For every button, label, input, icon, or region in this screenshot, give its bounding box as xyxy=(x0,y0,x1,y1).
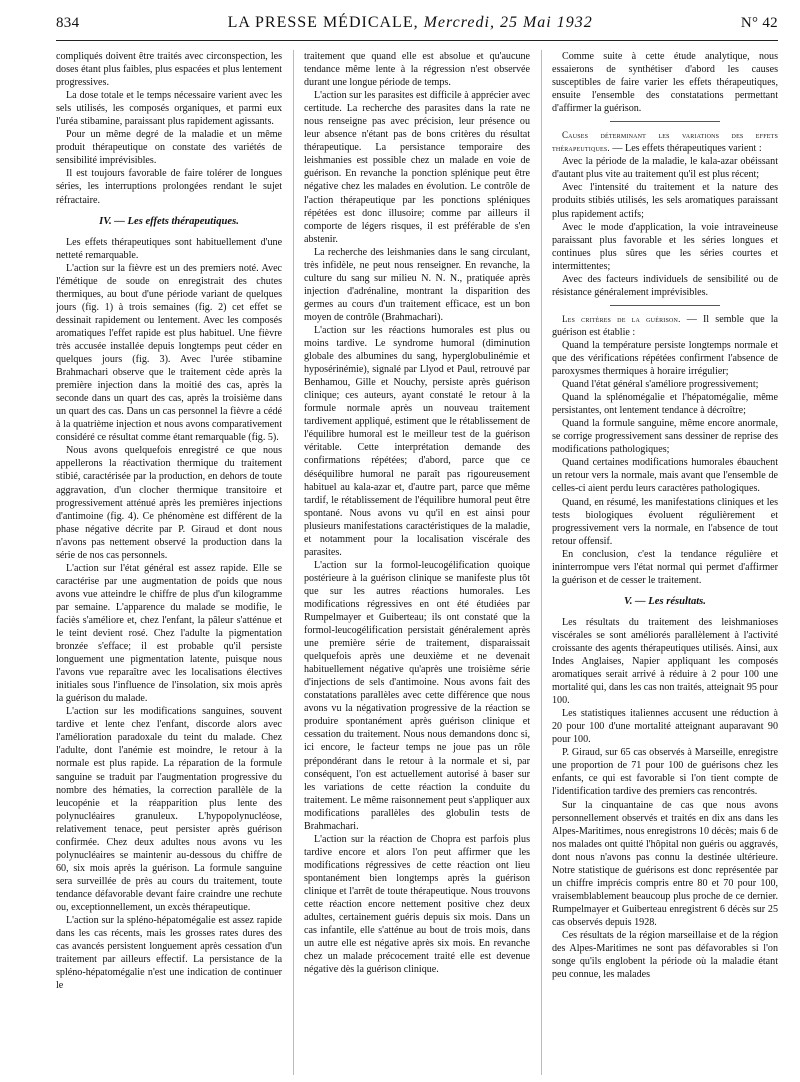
page-header xyxy=(56,14,778,40)
article-body xyxy=(56,50,778,1075)
header-rule xyxy=(56,40,778,41)
section-heading: V. — Les résultats. xyxy=(624,595,706,607)
masthead xyxy=(228,14,593,32)
paragraph: Il est toujours favorable de faire tolérer de longues séries, les interruptions prolongées rendant le sujet réfractaire. xyxy=(56,168,283,206)
subheading: Causes déterminant les variations des effets thérapeutiques. xyxy=(551,130,779,154)
issue-date: Mercredi, 25 Mai 1932 xyxy=(423,14,593,31)
paragraph: La recherche des leishmanies dans le sang circulant, très infidèle, ne peut nous renseigner. En revanche, la culture du sang sur milieu N. N. N., pratiquée après injection d'adrénaline, montrant la disparition des germes au cours d'un traitement efficace, est un bon moyen de contrôle (Brahmachari). xyxy=(303,246,531,323)
paragraph: En conclusion, c'est la tendance régulière et ininterrompue vers l'état normal qui permet d'affirmer la guérison et de cesser le traitement. xyxy=(551,548,779,586)
list-item: Avec l'intensité du traitement et la nature des produits stibiés utilisés, les sels aromatiques paraissant plus rapidement actifs; xyxy=(551,182,779,220)
paragraph: traitement que quand elle est absolue et qu'aucune tendance même lente à la régression n'est observée durant une longue période de temps. xyxy=(303,51,531,89)
list-item: Quand la formule sanguine, même encore anormale, se corrige progressivement sans dessiner de reprise des modifications pathologiques; xyxy=(551,418,779,456)
column-divider xyxy=(541,50,542,1075)
journal-title: LA PRESSE MÉDICALE, xyxy=(227,14,419,31)
subheading-paragraph xyxy=(552,313,778,339)
column-2 xyxy=(304,50,530,1075)
paragraph: L'action sur l'état général est assez rapide. Elle se caractérise par une augmentation de poids que nous avons vue atteindre le chiffre de plus d'un kilogramme par semaine. L'apparence du malade se modifie, le faciès s'améliore et, chez l'enfant, la pâleur s'atténue et le teint devient rosé. Chez l'adulte la pigmentation bronzée s'efface; il est probable qu'il persiste longuement une pigmentation latente, puisque nous l'avons vue reparaître avec les localisations électives initiales sous l'influence de l'insolation, six mois après la guérison du malade. xyxy=(56,562,283,705)
list-item: Quand l'état général s'améliore progressivement; xyxy=(561,379,759,391)
paragraph: L'action sur les parasites est difficile à apprécier avec certitude. La recherche des parasites dans la rate ne nous renseigne pas avec précision, leur présence ou leur absence n'étant pas de bons critères du résultat thérapeutique. La persistance temporaire des leishmanies est possible chez un malade en voie de guérison. En revanche la ponction splénique peut être négative chez les malades en évolution. Le contrôle de l'action thérapeutique par les ponctions spléniques répétées est donc illusoire; comme par ailleurs il comporte de légers risques, il est préférable de s'en abstenir. xyxy=(303,90,531,245)
list-item: Avec des facteurs individuels de sensibilité ou de résistance généralement imprévisibles. xyxy=(551,273,779,298)
paragraph: L'action sur les réactions humorales est plus ou moins tardive. Le syndrome humoral (diminution globale des albumines du sang, hyperglobulinémie et hyposérinémie), signalé par Llyod et Paul, retrouvé par Benhamou, Gille et Nouchy, persiste après guérison clinique; ces auteurs, ayant constaté le retour à la formule normale après un nouveau traitement tardivement appliqué, estiment que le rétablissement de l'équilibre humoral est le meilleur test de la guérison véritable. Cette interprétation demande des confirmations répétées; d'abord, parce que ce déséquilibre humoral ne paraît pas rigoureusement habituel au kala-azar et, d'autre part, parce que même tardif, le rétablissement de l'équilibre humoral peut être spontané. Nous avons vu qu'il en est ainsi pour plusieurs manifestations caractéristiques de la maladie, et notamment pour la localisation viscérale des parasites. xyxy=(303,324,531,558)
column-3 xyxy=(552,50,778,1075)
paragraph: L'action sur la réaction de Chopra est parfois plus tardive encore et alors l'on peut affirmer que les modifications régressives de cette réaction ont lieu spontanément bien longtemps après la guérison clinique et l'arrêt de toute thérapeutique. Nous trouvons cette réaction encore nettement positive chez deux adultes, certainement guéris depuis six mois. Dans un cas infantile, elle s'atténue au bout de trois mois, dans un autre elle est négative après six mois. En revanche chez un malade précocement traité elle est devenue négative dès la guérison clinique. xyxy=(303,833,531,976)
paragraph: Sur la cinquantaine de cas que nous avons personnellement observés et traités en dix ans dans les Alpes-Maritimes, nous enregistrons 10 décès; mais 6 de nos malades ont quitté l'hôpital non guéris ou aggravés, dont nous n'avons pas connu la destinée ultérieure. Notre statistique de guérisons est donc représentée par un chiffre imprécis compris entre 80 et 70 pour 100, vraisemblablement beaucoup plus proche de ce dernier. Rumpelmayer et Guiberteau enregistrent 6 décès sur 25 cas observés depuis 1928. xyxy=(551,799,779,928)
subheading: Les critères de la guérison. xyxy=(561,313,681,324)
list-item: Quand la température persiste longtemps normale et que des vérifications répétées confirment l'absence de paroxysmes thermiques à horaire irrégulier; xyxy=(551,339,779,378)
issue-number: N° 42 xyxy=(740,15,778,31)
paragraph: Nous avons quelquefois enregistré ce que nous appellerons la réactivation thermique du traitement stibié, caractérisée par la production, en dehors de toute aggravation, d'un clocher thermique transitoire et progressivement atténué après les premières injections d'antimoine (fig. 4). Ce phénomène est différent de la phase négative décrite par P. Giraud et dont nous n'avons pas nettement observé la production dans la série de nos cas personnels. xyxy=(56,445,283,561)
paragraph: L'action sur la fièvre est un des premiers noté. Avec l'émétique de soude on enregistrait des chutes thermiques, au bout d'une période variant de quelques jours (fig. 1) à trois semaines (fig. 2) cet effet se dessinait rapidement ou lentement. Avec les composés aromatiques l'effet rapide est plus habituel. Une fièvre très accusée installée depuis longtemps peut céder en quelques jours (fig. 3). Avec l'urée stibamine Brahmachari observe que le traitement cède après la première injection dans la moitié des cas, après la seconde dans un quart des cas, après la troisième dans un quart des cas. Dans un cas personnel la fièvre a cédé à la quatrième injection et nous avons comparativement considéré ce résultat comme étant remarquable (fig. 5). xyxy=(56,262,283,444)
paragraph: L'action sur les modifications sanguines, souvent tardive et lente chez l'enfant, discorde alors avec l'amélioration paradoxale du teint du malade. Chez l'adulte, dont l'anémie est moindre, le retour à la normale est plus rapide. La réparation de la formule sanguine se traduit par l'augmentation progressive du nombre des hématies, la correction parallèle de la leucopénie et la réapparition plus lente des polynucléaires granuleux. L'hypopolynucléose, relativement tenace, peut persister après guérison confirmée. Chez deux adultes nous avons vu les polynucléaires se maintenir au-dessous du chiffre de 60, six mois après la guérison. La formule sanguine sera surveillée de près au cours du traitement, toute tendance défavorable devant faire craindre une rechute ou, exceptionnellement, un excès thérapeutique. xyxy=(56,706,283,913)
subheading-text: — Les effets thérapeutiques varient : xyxy=(609,143,762,155)
separator xyxy=(610,305,720,306)
paragraph: L'action sur la formol-leucogélification quoique postérieure à la guérison clinique se manifeste plus tôt que sur les autres réactions humorales. Les modifications régressives en ont été étudiées par Rumpelmayer et Guiberteau; ils ont constaté que la formol-leucogélification persistait généralement après une première série de traitement, disparaissait quelquefois après une deuxième et ne devenait habituellement négative qu'après une troisième série d'injections de sels d'antimoine. Nous avons fait des constatations parallèles avec cette différence que nous avons vu la négativation progressive de la réaction se produire spontanément après guérison clinique et cessation du traitement. Nous nous demandons donc si, ici encore, le facteur temps ne joue pas un rôle prépondérant dans le retour à la normale et si, par conséquent, l'on est actuellement autorisé à baser sur les variations de cette réaction la conduite du traitement. Le même raisonnement peut s'appliquer aux modifications parallèles des globulin tests de Brahmachari. xyxy=(303,559,531,832)
paragraph: L'action sur la spléno-hépatomégalie est assez rapide dans les cas récents, mais les grosses rates dures des cas avancés persistent longuement après cessation d'un traitement par ailleurs effectif. La persistance de la spléno-hépatomégalie n'est une indication de continuer le xyxy=(56,915,283,992)
column-divider xyxy=(293,50,294,1075)
subheading-text: — Il semble que la guérison est établie : xyxy=(551,313,779,338)
list-item: Quand, en résumé, les manifestations cliniques et les tests biologiques évoluent régulièrement et progressivement vers la normale, en l'absence de tout retour offensif. xyxy=(551,496,779,547)
paragraph: P. Giraud, sur 65 cas observés à Marseille, enregistre une proportion de 71 pour 100 de guérisons chez les enfants, ce qui est favorable si l'on tient compte de l'identification tardive des premiers cas rencontrés. xyxy=(551,747,779,798)
list-item: Avec la période de la maladie, le kala-azar obéissant d'autant plus vite au traitement qu'il est plus récent; xyxy=(551,156,779,181)
paragraph: Les résultats du traitement des leishmanioses viscérales se sont améliorés parallèlement à l'activité croissante des agents thérapeutiques utilisés. Ainsi, aux Indes Anglaises, Napier appliquant les composés aromatiques serait arrivé à réduire à 2 pour 100 une mortalité qui, dans les cas non traités, atteignait 95 pour 100. xyxy=(551,616,779,707)
paragraph: Les effets thérapeutiques sont habituellement d'une netteté remarquable. xyxy=(56,236,283,261)
paragraph: Ces résultats de la région marseillaise et de la région des Alpes-Maritimes ne sont pas défavorables si l'on songe qu'ils englobent la période où la maladie étant peu connue, les malades xyxy=(551,930,779,981)
paragraph: Pour un même degré de la maladie et un même produit thérapeutique on constate des variétés de sensibilité imprévisibles. xyxy=(56,129,283,167)
paragraph: Comme suite à cette étude analytique, nous essaierons de synthétiser d'abord les causes susceptibles de faire varier les effets thérapeutiques, ensuite l'ensemble des constatations permettant d'affirmer la guérison. xyxy=(551,51,779,115)
column-1 xyxy=(56,50,282,1075)
separator xyxy=(610,121,720,122)
list-item: Avec le mode d'application, la voie intraveineuse paraissant plus favorable et les séries longues et continues plus sûres que les séries courtes et intermittentes; xyxy=(551,221,779,272)
page-number: 834 xyxy=(56,15,80,31)
list-item: Quand certaines modifications humorales ébauchent un retour vers la normale, mais avant que l'ensemble de celles-ci aient perdu leurs caractères pathologiques. xyxy=(551,457,779,495)
subheading-paragraph xyxy=(552,129,778,155)
list-item: Quand la splénomégalie et l'hépatomégalie, même persistantes, ont lentement tendance à décroître; xyxy=(551,392,779,417)
paragraph: compliqués doivent être traités avec circonspection, les doses étant plus faibles, plus espacées et plus lentement progressives. xyxy=(56,51,283,89)
section-heading: IV. — Les effets thérapeutiques. xyxy=(99,215,239,227)
paragraph: Les statistiques italiennes accusent une réduction à 20 pour 100 d'une mortalité atteignant auparavant 90 pour 100. xyxy=(551,708,779,746)
paragraph: La dose totale et le temps nécessaire varient avec les sels utilisés, les composés organiques, et parmi eux l'uréa stibamine, paraissant plus rapidement agissants. xyxy=(56,90,283,128)
